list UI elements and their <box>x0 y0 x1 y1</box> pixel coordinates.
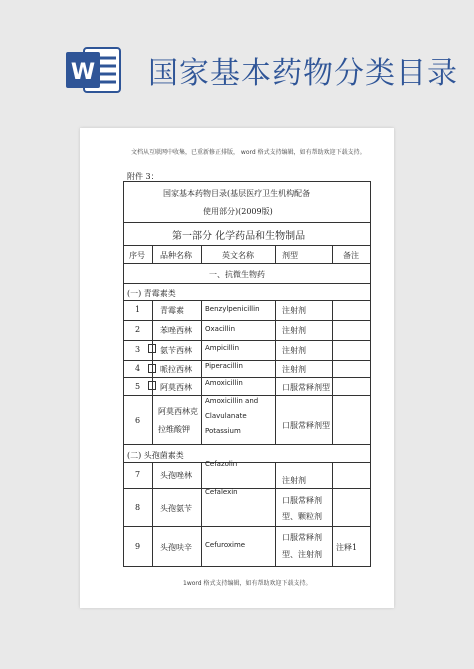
row-name-line1: 阿莫西林克 <box>158 407 198 416</box>
table-rule <box>123 444 371 445</box>
row-form-line2: 型、颗粒剂 <box>282 512 322 521</box>
table-rule <box>123 300 371 301</box>
row-form-line2: 型、注射剂 <box>282 550 322 559</box>
row-name: 头孢氨苄 <box>160 504 192 513</box>
row-form: 注射剂 <box>282 306 306 315</box>
bottom-note: 1word 格式支持编辑，如有帮助欢迎下载支持。 <box>183 580 312 587</box>
table-col-rule <box>152 462 153 566</box>
row-form-line1: 口服常释剂 <box>282 533 322 542</box>
table-col-rule <box>201 462 202 566</box>
page-title: 国家基本药物分类目录 <box>148 56 458 91</box>
row-english-line1: Amoxicillin and <box>205 397 259 405</box>
row-marker <box>148 364 156 373</box>
row-name: 哌拉西林 <box>160 365 192 374</box>
table-rule <box>123 320 371 321</box>
col-header-english: 英文名称 <box>222 251 254 260</box>
row-name: 头孢呋辛 <box>160 543 192 552</box>
row-english-line3: Potassium <box>205 427 241 435</box>
table-rule <box>123 222 371 223</box>
table-col-rule <box>332 300 333 444</box>
row-name: 青霉素 <box>160 306 184 315</box>
row-form: 注射剂 <box>282 365 306 374</box>
row-form: 注射剂 <box>282 346 306 355</box>
table-col-rule <box>275 245 276 263</box>
row-no: 5 <box>135 382 141 391</box>
top-note: 文档从互联网中收集，已重新修正排版， word 格式支持编辑，如有帮助欢迎下载支持。 <box>131 149 366 156</box>
row-form: 口服常释剂型 <box>282 383 330 392</box>
row-marker <box>148 344 156 353</box>
attachment-label: 附件 3： <box>127 172 159 181</box>
row-english: Ampicillin <box>205 344 240 352</box>
col-header-form: 剂型 <box>282 251 298 260</box>
row-remark: 注释1 <box>336 543 358 552</box>
row-no: 7 <box>135 470 141 479</box>
row-no: 2 <box>135 325 141 334</box>
header-banner <box>0 0 474 100</box>
row-english: Benzylpenicillin <box>205 305 260 313</box>
part-title: 第一部分 化学药品和生物制品 <box>172 231 306 242</box>
table-rule <box>123 377 371 378</box>
table-rule <box>123 462 371 463</box>
table-rule <box>123 488 371 489</box>
row-form: 注射剂 <box>282 326 306 335</box>
table-col-rule <box>275 462 276 566</box>
row-english: Amoxicillin <box>205 379 243 387</box>
table-rule <box>123 263 371 264</box>
row-english: Oxacillin <box>205 325 236 333</box>
row-english: Cefalexin <box>205 488 238 496</box>
word-logo-letter: W <box>70 60 96 85</box>
row-marker <box>148 381 156 390</box>
row-no: 1 <box>135 305 141 314</box>
row-name-line2: 拉维酸钾 <box>158 425 190 434</box>
word-icon <box>66 44 122 96</box>
row-no: 3 <box>135 345 141 354</box>
table-rule <box>123 283 371 284</box>
col-header-remark: 备注 <box>343 251 359 260</box>
row-no: 9 <box>135 542 141 551</box>
group-heading: (二) 头孢菌素类 <box>127 451 184 460</box>
row-form: 注射剂 <box>282 476 306 485</box>
row-form: 口服常释剂型 <box>282 421 330 430</box>
table-title-line1: 国家基本药物目录(基层医疗卫生机构配备 <box>163 189 311 198</box>
table-rule <box>123 360 371 361</box>
table-rule <box>123 526 371 527</box>
table-col-rule <box>332 245 333 263</box>
table-rule <box>123 340 371 341</box>
row-name: 氨苄西林 <box>160 346 192 355</box>
table-col-rule <box>332 462 333 566</box>
row-no: 8 <box>135 503 141 512</box>
row-english: Cefuroxime <box>205 541 246 549</box>
group-heading: (一) 青霉素类 <box>127 289 176 298</box>
row-no: 6 <box>135 416 141 425</box>
row-form-line1: 口服常释剂 <box>282 496 322 505</box>
col-header-no: 序号 <box>129 251 145 260</box>
table-col-rule <box>152 245 153 263</box>
row-english: Piperacillin <box>205 362 243 370</box>
col-header-name: 品种名称 <box>160 251 192 260</box>
row-name: 苯唑西林 <box>160 326 192 335</box>
row-name: 头孢唑林 <box>160 471 192 480</box>
table-col-rule <box>275 300 276 444</box>
section-heading: 一、抗微生物药 <box>209 270 265 279</box>
table-rule <box>123 395 371 396</box>
table-rule <box>123 245 371 246</box>
row-english-line2: Clavulanate <box>205 412 247 420</box>
row-name: 阿莫西林 <box>160 383 192 392</box>
table-col-rule <box>201 245 202 263</box>
table-title-line2: 使用部分)(2009版) <box>203 207 273 216</box>
table-col-rule <box>201 300 202 444</box>
row-english: Cefazolin <box>205 460 238 468</box>
row-no: 4 <box>135 364 141 373</box>
